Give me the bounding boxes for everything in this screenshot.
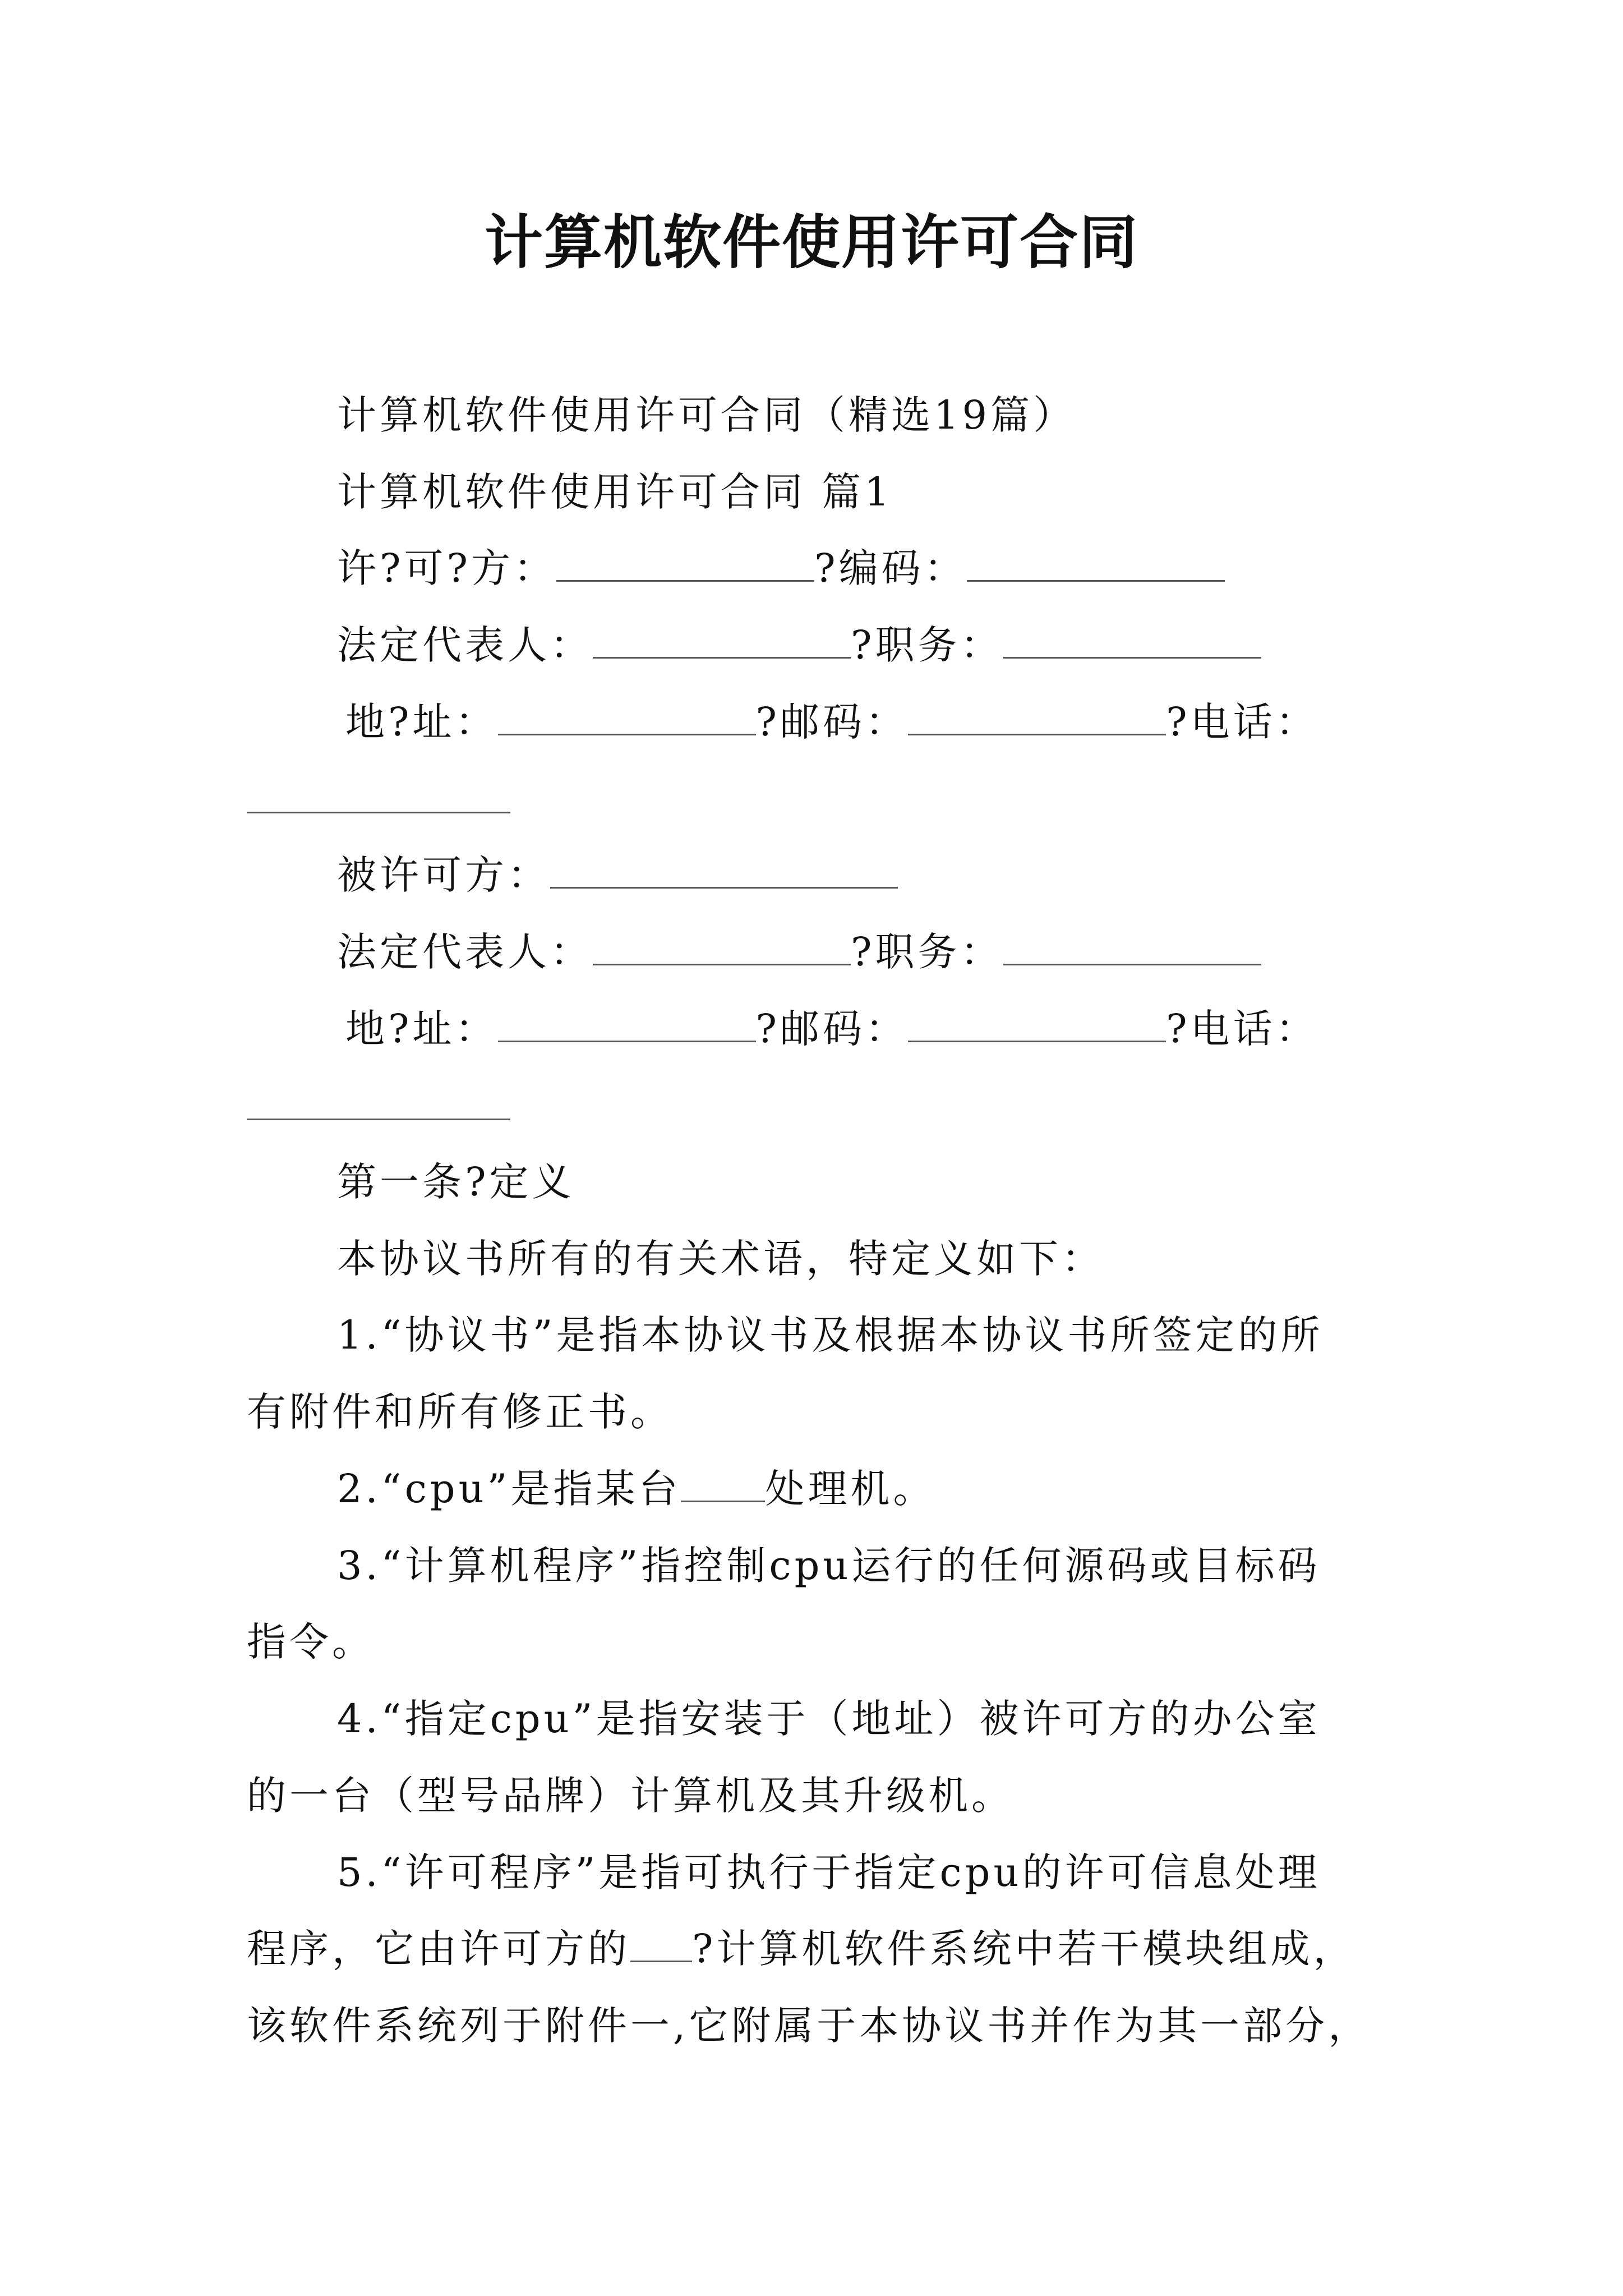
licensor-title-blank xyxy=(1003,618,1261,659)
licensor-party-blank xyxy=(556,541,814,582)
definition-4-line2: 的一台（型号品牌）计算机及其升级机。 xyxy=(247,1773,1014,1819)
licensee-rep-label: 法定代表人： xyxy=(337,929,593,975)
definition-2-row xyxy=(337,1461,935,1517)
definition-1-line2: 有附件和所有修正书。 xyxy=(247,1389,673,1435)
licensor-addr-blank xyxy=(498,694,756,735)
definition-5-line3: 该软件系统列于附件一,它附属于本协议书并作为其一部分， xyxy=(247,2003,1371,2049)
definition-3-line2: 指令。 xyxy=(247,1619,375,1665)
licensor-addr-label: 地?址： xyxy=(345,699,498,745)
licensee-title-label: ?职务： xyxy=(851,929,1003,975)
definition-3-line1: 3.“计算机程序”指控制cpu运行的任何源码或目标码 xyxy=(337,1543,1321,1589)
licensee-zip-label: ?邮码： xyxy=(755,1006,909,1052)
document-subtitle: 计算机软件使用许可合同（精选19篇） xyxy=(337,392,1076,438)
licensee-addr-blank xyxy=(498,1001,756,1042)
licensee-addr-label: 地?址： xyxy=(345,1006,498,1052)
definition-5-blank xyxy=(630,1921,692,1962)
licensor-rep-row xyxy=(337,617,1261,673)
licensee-zip-blank xyxy=(908,1001,1166,1042)
definition-1-line1: 1.“协议书”是指本协议书及根据本协议书所签定的所 xyxy=(337,1312,1324,1358)
licensee-addr-row xyxy=(345,1001,1318,1057)
licensor-rep-blank xyxy=(593,618,851,659)
article1-heading: 第一条?定义 xyxy=(337,1159,575,1205)
licensee-phone-blank xyxy=(247,1119,510,1120)
definition-5-pre: 程序，它由许可方的 xyxy=(247,1926,630,1972)
definition-5-post: ?计算机软件系统中若干模块组成， xyxy=(692,1926,1356,1972)
licensor-addr-row xyxy=(345,694,1318,750)
licensee-party-label: 被许可方： xyxy=(337,852,550,898)
article1-intro: 本协议书所有的有关术语，特定义如下： xyxy=(337,1236,1104,1282)
licensor-title-label: ?职务： xyxy=(851,622,1003,668)
licensee-party-blank xyxy=(550,848,898,889)
definition-2-pre: 2.“cpu”是指某台 xyxy=(337,1466,681,1512)
licensor-party-label: 许?可?方： xyxy=(337,545,557,591)
licensor-zip-blank xyxy=(908,694,1166,735)
licensee-party-row xyxy=(337,847,898,903)
licensee-phone-label: ?电话： xyxy=(1166,1006,1318,1052)
definition-2-blank xyxy=(681,1461,765,1502)
chapter-heading: 计算机软件使用许可合同 篇1 xyxy=(337,469,893,515)
definition-2-post: 处理机。 xyxy=(765,1466,936,1512)
licensee-title-blank xyxy=(1003,924,1261,965)
licensor-code-label: ?编码： xyxy=(814,545,967,591)
licensor-party-row xyxy=(337,540,1225,596)
licensor-code-blank xyxy=(967,541,1225,582)
licensor-zip-label: ?邮码： xyxy=(755,699,909,745)
definition-4-line1: 4.“指定cpu”是指安装于（地址）被许可方的办公室 xyxy=(337,1696,1321,1742)
licensor-phone-blank xyxy=(247,812,510,813)
licensor-phone-label: ?电话： xyxy=(1166,699,1318,745)
licensee-rep-blank xyxy=(593,924,851,965)
definition-5-line1: 5.“许可程序”是指可执行于指定cpu的许可信息处理 xyxy=(337,1849,1321,1895)
licensor-rep-label: 法定代表人： xyxy=(337,622,593,668)
licensee-rep-row xyxy=(337,924,1261,980)
definition-5-line2 xyxy=(247,1921,1356,1977)
document-title: 计算机软件使用许可合同 xyxy=(484,208,1138,277)
